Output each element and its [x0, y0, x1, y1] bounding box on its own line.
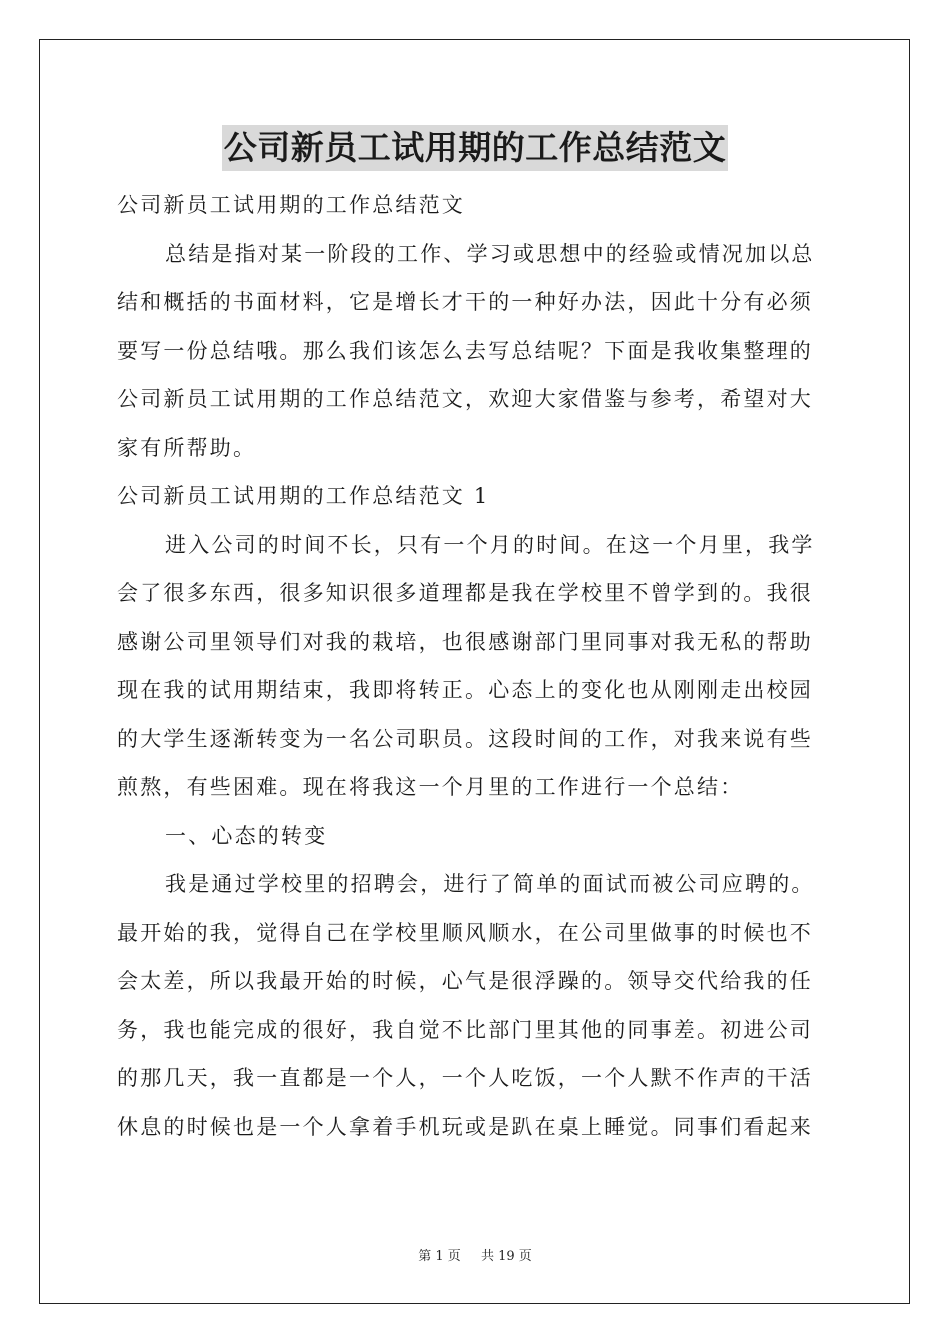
document-body: [117, 125, 833, 1151]
document-subtitle: 公司新员工试用期的工作总结范文: [117, 193, 465, 217]
title-block: [117, 125, 833, 171]
text-line: 结和概括的书面材料，它是增长才干的一种好办法，因此十分有必须: [117, 290, 813, 314]
text-line: 公司新员工试用期的工作总结范文，欢迎大家借鉴与参考，希望对大: [117, 387, 813, 411]
text-line: 煎熬，有些困难。现在将我这一个月里的工作进行一个总结：: [117, 775, 744, 799]
text-line: 感谢公司里领导们对我的栽培，也很感谢部门里同事对我无私的帮助: [117, 629, 813, 654]
page-footer: [0, 1245, 950, 1264]
document-title: 公司新员工试用期的工作总结范文: [222, 125, 729, 171]
text-line: 最开始的我，觉得自己在学校里顺风顺水，在公司里做事的时候也不: [117, 920, 813, 945]
text-line: 要写一份总结哦。那么我们该怎么去写总结呢？下面是我收集整理的: [117, 338, 813, 363]
text-line: 现在我的试用期结束，我即将转正。心态上的变化也从刚刚走出校园: [117, 678, 813, 702]
text-line: 休息的时候也是一个人拿着手机玩或是趴在桌上睡觉。同事们看起来: [117, 1114, 813, 1139]
subsection-heading: 一、心态的转变: [165, 823, 328, 848]
text-line: 的那几天，我一直都是一个人，一个人吃饭，一个人默不作声的干活: [117, 1066, 813, 1090]
text-line: 的大学生逐渐转变为一名公司职员。这段时间的工作，对我来说有些: [117, 726, 813, 751]
text-line: 务，我也能完成的很好，我自觉不比部门里其他的同事差。初进公司: [117, 1017, 813, 1042]
text-line: 会了很多东西，很多知识很多道理都是我在学校里不曾学到的。我很: [117, 581, 813, 605]
text-line: 进入公司的时间不长，只有一个月的时间。在这一个月里，我学: [165, 532, 815, 557]
text-line: 会太差，所以我最开始的时候，心气是很浮躁的。领导交代给我的任: [117, 969, 813, 993]
text-line: 家有所帮助。: [117, 435, 257, 460]
section-heading: 公司新员工试用期的工作总结范文 1: [117, 484, 490, 508]
page-total: 共 19 页: [480, 1249, 532, 1264]
page-number: 第 1 页: [418, 1249, 461, 1264]
text-line: 我是通过学校里的招聘会，进行了简单的面试而被公司应聘的。: [165, 872, 815, 896]
text-line: 总结是指对某一阶段的工作、学习或思想中的经验或情况加以总: [165, 241, 815, 266]
